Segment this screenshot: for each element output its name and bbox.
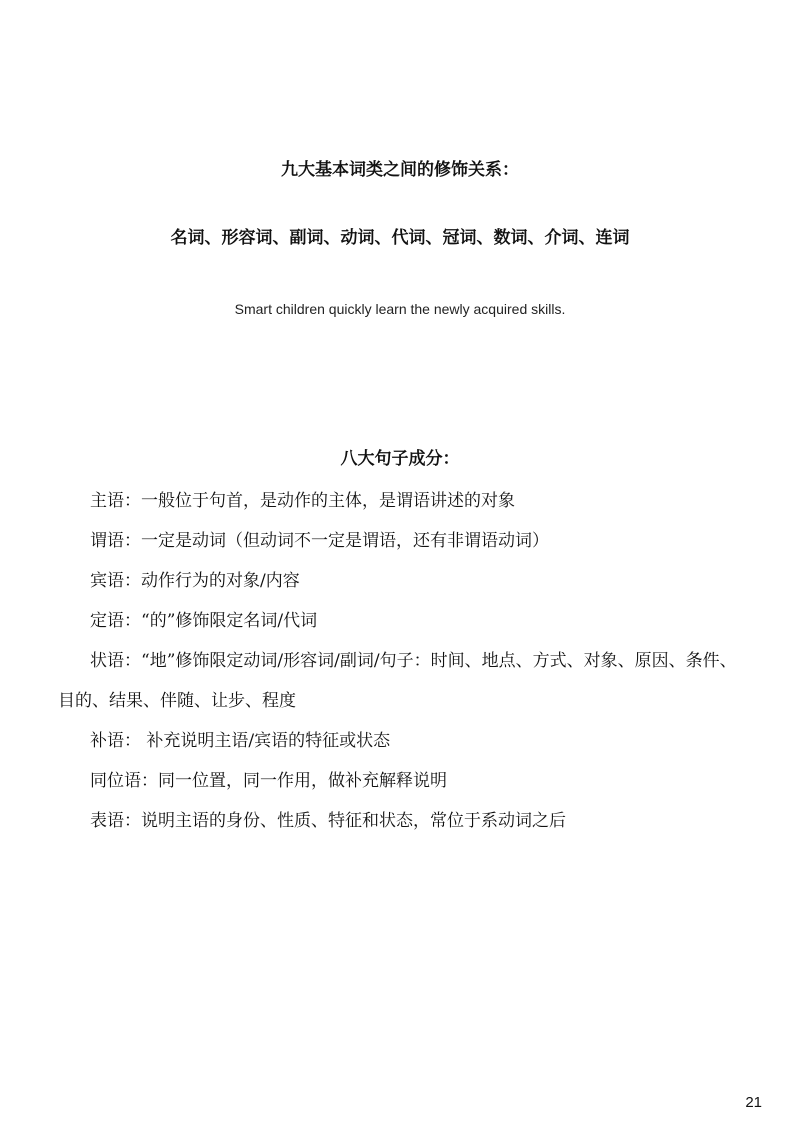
sentence-components-list bbox=[58, 481, 748, 841]
section-title-sentence-components: 八大句子成分： bbox=[340, 449, 460, 469]
component-predicate: 谓语：一定是动词（但动词不一定是谓语，还有非谓语动词） bbox=[90, 531, 549, 551]
section-title-word-relations: 九大基本词类之间的修饰关系： bbox=[281, 160, 519, 180]
component-attributive: 定语：“的”修饰限定名词/代词 bbox=[90, 611, 318, 631]
component-adverbial: 状语：“地”修饰限定动词/形容词/副词/句子：时间、地点、方式、对象、原因、条件、目的、结果、伴随、让步、程度 bbox=[58, 651, 737, 711]
component-subject: 主语：一般位于句首，是动作的主体，是谓语讲述的对象 bbox=[90, 491, 515, 511]
component-complement: 补语： 补充说明主语/宾语的特征或状态 bbox=[90, 731, 391, 751]
component-predicative: 表语：说明主语的身份、性质、特征和状态，常位于系动词之后 bbox=[90, 811, 566, 831]
component-object: 宾语：动作行为的对象/内容 bbox=[90, 571, 300, 591]
page-number: 21 bbox=[745, 1094, 762, 1111]
component-appositive: 同位语：同一位置，同一作用，做补充解释说明 bbox=[90, 771, 447, 791]
word-classes-list: 名词、形容词、副词、动词、代词、冠词、数词、介词、连词 bbox=[170, 228, 630, 248]
example-sentence: Smart children quickly learn the newly acquired skills. bbox=[234, 301, 566, 317]
